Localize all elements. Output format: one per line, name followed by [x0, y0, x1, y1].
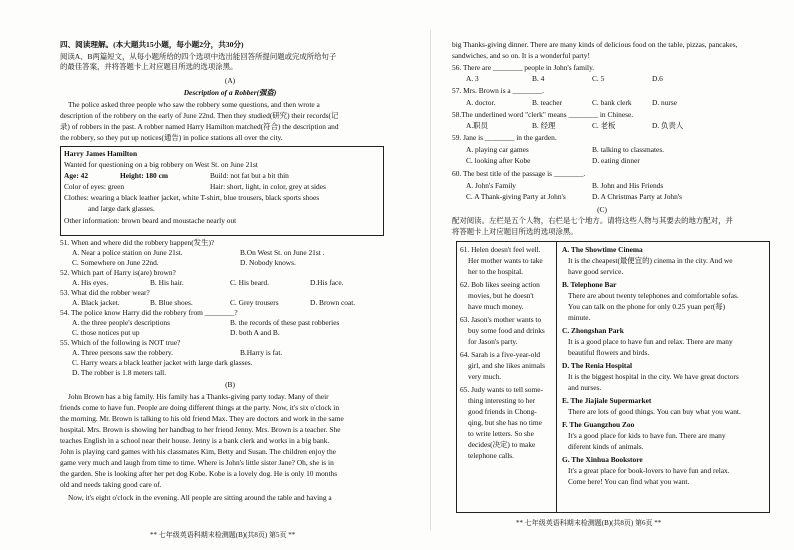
person-63: buy some food and drinks	[468, 326, 545, 335]
passage-b-line: the morning. Mr. Brown is talking to his old friend Max. They are doctors and work in the same	[60, 414, 344, 423]
passage-b-line: John is playing card games with his classmates Kim, Betty and Susan. The children enjoy the	[60, 447, 336, 456]
option: A. doctor.	[466, 98, 496, 107]
notice-clothes: Clothes: wearing a black leather jacket, white T-shirt, blue trousers, black sports shoes	[64, 193, 320, 202]
person-65: good friends in Chong-	[468, 407, 537, 416]
option: C. His beard.	[230, 278, 269, 287]
notice-eyes: Color of eyes: green	[64, 182, 125, 191]
place-f-desc: It's a good place for kids to have fun. There are many	[568, 431, 726, 440]
option: A. His eyes.	[72, 278, 109, 287]
passage-b-line: John Brown has a big family. His family has a Thanks-giving party today. Many of their	[68, 392, 329, 401]
option: B. teacher	[532, 98, 562, 107]
passage-a-line: description of the robbery on the early of June 22nd. Then they studied(研究) their records(记	[60, 111, 339, 120]
person-62: 62. Bob likes seeing action	[460, 280, 540, 289]
person-65: 65. Judy wants to tell some-	[460, 385, 543, 394]
option: B.Harry is fat.	[240, 348, 283, 357]
question-57: 57. Mrs. Brown is a ________.	[452, 86, 544, 95]
option: C. looking after Kobe	[466, 156, 531, 165]
option: D. Brown coat.	[310, 298, 356, 307]
question-51: 51. When and where did the robbery happen(发生)?	[60, 238, 215, 247]
person-62: have much money.	[468, 302, 524, 311]
person-64: 64. Sarah is a five-year-old	[460, 350, 541, 359]
passage-c-instruction: 配对阅读。左栏是五个人物，右栏是七个地方。请将这些人物与其要去的地方配对，并	[452, 216, 733, 225]
option: A.职员	[466, 121, 488, 130]
notice-other: Other information: brown beard and moustache nearly out	[64, 216, 237, 225]
place-c-desc: It is a good place to have fun and relax. There are many	[568, 337, 733, 346]
option: B. His hair.	[150, 278, 184, 287]
option: C. A Thank-giving Party at John's	[466, 192, 566, 201]
person-61: her to the hospital.	[468, 267, 524, 276]
person-65: decides(决定) to make	[468, 440, 536, 449]
place-a-desc: have good service.	[568, 267, 624, 276]
passage-a-line: the robbery, so they put up notices(通告) in police stations all over the city.	[60, 133, 283, 142]
place-b-desc: minute.	[568, 313, 591, 322]
passage-b-line: hospital. Mrs. Brown is showing her handbag to her friend Jenny. Mrs. Brown is a teacher. She	[60, 425, 341, 434]
person-65: to write letters. So she	[468, 429, 534, 438]
option: C. 5	[592, 74, 605, 83]
passage-b-cont-line: sandwiches, and so on. It is a wonderful party!	[452, 51, 590, 60]
place-g-desc: It's a great place for book-lovers to have fun and relax.	[568, 466, 730, 475]
place-e-title: E. The Jiajiale Supermarket	[562, 396, 652, 405]
place-g-desc: Come here! You can find what you want.	[568, 477, 690, 486]
question-56: 56. There are ________ people in John's family.	[452, 63, 595, 72]
option: D.6	[652, 74, 663, 83]
place-e-desc: There are lots of good things. You can buy what you want.	[568, 407, 741, 416]
passage-a-label: (A)	[224, 76, 236, 85]
option: C. 老板	[592, 121, 616, 130]
option: B.On West St. on June 21st .	[240, 248, 325, 257]
option: C. Somewhere on June 22nd.	[72, 258, 159, 267]
passage-c-instruction: 将答题卡上对应题目所选的选项涂黑。	[452, 227, 578, 236]
option: D. 负责人	[652, 121, 684, 130]
option: A. Near a police station on June 21st.	[72, 248, 183, 257]
notice-age: Age: 42	[64, 171, 89, 180]
passage-a-title: Description of a Robber(强盗)	[183, 88, 277, 97]
option: B. Blue shoes.	[150, 298, 193, 307]
person-64: very much.	[468, 372, 502, 381]
place-f-title: F. The Guangzhou Zoo	[562, 420, 635, 429]
person-64: girl, and she likes animals	[468, 361, 545, 370]
option: A. John's Family	[466, 181, 516, 190]
option: A. the three people's descriptions	[72, 318, 170, 327]
page-footer: ** 七年级英语科期末检测题(B)(共8页) 第6页 **	[516, 519, 662, 527]
question-53: 53. What did the robber wear?	[60, 288, 150, 297]
question-55: 55. Which of the following is NOT true?	[60, 338, 181, 347]
notice-clothes: and large dark glasses.	[88, 204, 155, 213]
place-c-desc: beautiful flowers and birds.	[568, 348, 650, 357]
passage-b-label: (B)	[225, 380, 235, 389]
option: B. the records of these past robberies	[230, 318, 340, 327]
person-65: thing interesting to her	[468, 396, 536, 405]
person-65: qing, but she has no time	[468, 418, 542, 427]
option: D. A Christmas Party at John's	[592, 192, 683, 201]
question-52: 52. Which part of Harry is(are) brown?	[60, 268, 176, 277]
question-59: 59. Jane is ________ in the garden.	[452, 133, 557, 142]
place-d-desc: It is the biggest hospital in the city. We have great doctors	[568, 372, 739, 381]
option: B. 经理	[532, 121, 556, 130]
option: D. Nobody knows.	[240, 258, 296, 267]
place-b-desc: There are about twenty telephones and comfortable sofas.	[568, 291, 739, 300]
option: C. Harry wears a black leather jacket with large dark glasses.	[72, 358, 253, 367]
place-c-title: C. Zhongshan Park	[562, 326, 624, 335]
option: A. playing car games	[466, 145, 529, 154]
question-54: 54. The police know Harry did the robbery from ________?	[60, 308, 238, 317]
place-b-title: B. Telephone Bar	[562, 280, 617, 289]
option: D. both A and B.	[230, 328, 280, 337]
place-d-desc: and nurses.	[568, 383, 602, 392]
notice-name: Harry James Hamilton	[64, 149, 138, 158]
table-divider	[556, 241, 557, 513]
notice-wanted: Wanted for questioning on a big robbery on West St. on June 21st	[64, 160, 258, 169]
place-d-title: D. The Renia Hospital	[562, 361, 633, 370]
notice-build: Build: not fat but a bit thin	[210, 171, 289, 180]
passage-a-line: 录) of robbers in the past. A robber named Harry Hamilton matched(符合) the description and	[60, 122, 339, 131]
option: D. eating dinner	[592, 156, 640, 165]
question-58: 58.The underlined word "clerk" means ________ in Chinese.	[452, 110, 634, 119]
option: A. 3	[466, 74, 479, 83]
instruction-line: 的最佳答案，并将答题卡上对应题目所选的选项涂黑。	[60, 62, 238, 71]
passage-b-line: Now, it's eight o'clock in the evening. All people are sitting around the table and having a	[68, 493, 332, 502]
notice-height: Height: 180 cm	[120, 171, 169, 180]
option: B. talking to classmates.	[592, 145, 665, 154]
person-61: Her mother wants to take	[468, 256, 543, 265]
place-g-title: G. The Xinhua Bookstore	[562, 455, 643, 464]
option: D. nurse	[652, 98, 678, 107]
person-65: telephone calls.	[468, 451, 514, 460]
option: B. 4	[532, 74, 545, 83]
option: C. Grey trousers	[230, 298, 279, 307]
option: C. those notices put up	[72, 328, 140, 337]
person-61: 61. Helen doesn't feel well.	[460, 245, 541, 254]
person-63: for Jason's party.	[468, 337, 518, 346]
option: D. The robber is 1.8 meters tall.	[72, 368, 167, 377]
option: B. John and His Friends	[592, 181, 664, 190]
page-footer: ** 七年级英语科期末检测题(B)(共8页) 第5页 **	[150, 531, 296, 539]
notice-hair: Hair: short, light, in color, grey at sides	[210, 182, 326, 191]
place-f-desc: diferent kinds of animals.	[568, 442, 644, 451]
option: A. Black jacket.	[72, 298, 120, 307]
page-5-column	[60, 0, 400, 550]
section-title: 四、阅读理解。(本大题共15小题，每小题2分，共30分)	[60, 40, 244, 49]
place-a-desc: It is the cheapest(最便宜的) cinema in the city. And we	[568, 256, 733, 265]
place-a-title: A. The Showtime Cinema	[562, 245, 643, 254]
page-6-column	[452, 0, 772, 550]
passage-b-line: old and needs taking good care of.	[60, 480, 162, 489]
place-b-desc: You can talk on the phone for only 0.25 yuan per(每)	[568, 302, 726, 311]
passage-b-line: friends come to have fun. People are doing different things at the party. Now, it's six o'clock in	[60, 403, 340, 412]
option: A. Three persons saw the robbery.	[72, 348, 173, 357]
passage-c-label: (C)	[597, 205, 607, 214]
option: C. bank clerk	[592, 98, 632, 107]
page-gutter	[430, 30, 431, 530]
passage-b-line: teaches English in a school near their house. Jenny is a bank clerk and works in a big bank.	[60, 436, 330, 445]
passage-b-cont-line: big Thanks-giving dinner. There are many kinds of delicious food on the table, pizzas, pancakes,	[452, 40, 738, 49]
passage-b-line: the garden. She is looking after her pet dog Kobe. Kobe is a lovely dog. He is only 10 months	[60, 469, 338, 478]
person-63: 63. Jason's mother wants to	[460, 315, 542, 324]
question-60: 60. The best title of the passage is ________.	[452, 169, 586, 178]
option: D.His face.	[310, 278, 344, 287]
instruction-line: 阅读A、B两篇短文，从每小题所给的四个选项中选出能回答所提问题或完成所给句子	[60, 52, 337, 61]
passage-a-line: The police asked three people who saw the robbery some questions, and then wrote a	[68, 100, 320, 109]
passage-b-line: game very much and laugh from time to time. Where is John's little sister Jane? Oh, she is in	[60, 458, 334, 467]
person-62: movies, but he doesn't	[468, 291, 534, 300]
